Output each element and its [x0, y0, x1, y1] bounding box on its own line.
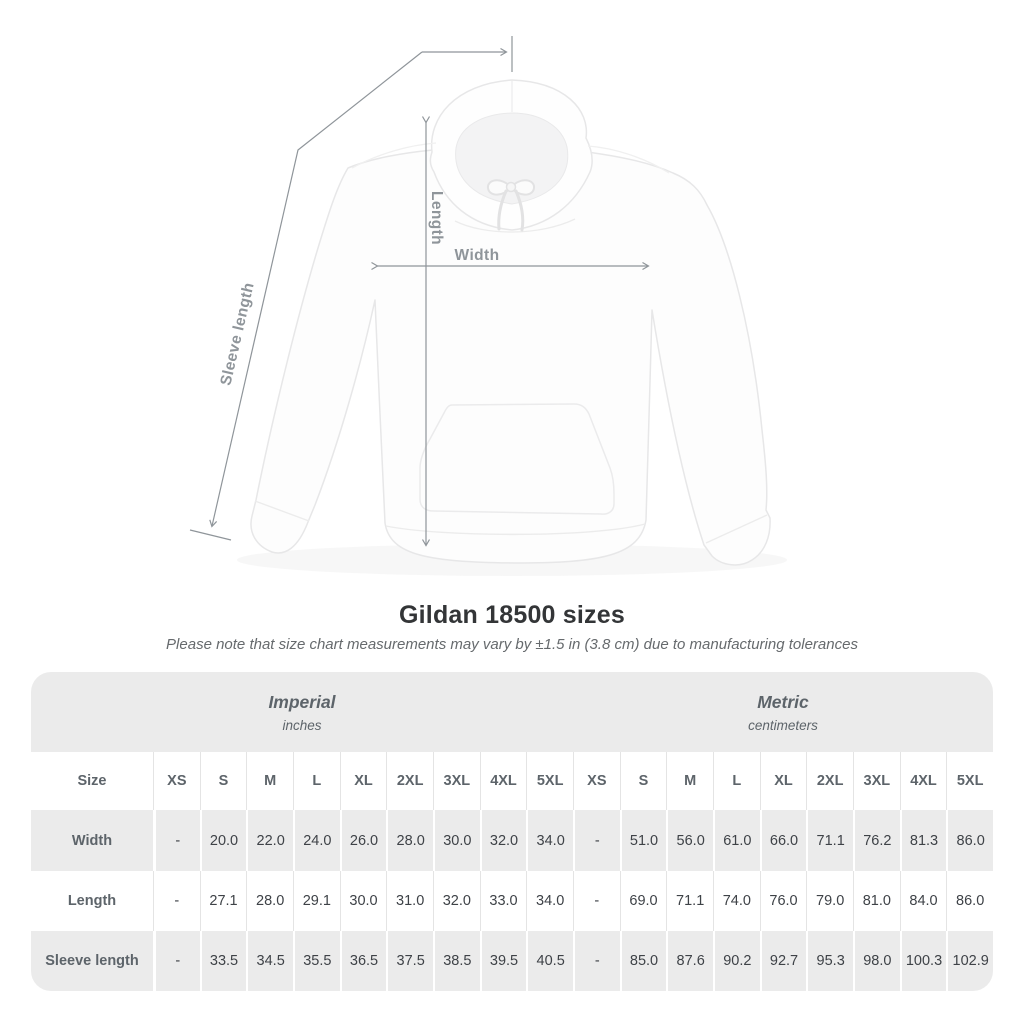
kangaroo-pocket — [420, 404, 614, 514]
col-header-imperial-4xl: 4XL — [480, 752, 527, 810]
cell-length-metric-3xl: 81.0 — [853, 871, 900, 931]
cell-width-imperial-m: 22.0 — [246, 810, 293, 871]
cell-sleeve-imperial-l: 35.5 — [293, 931, 340, 991]
cell-length-metric-2xl: 79.0 — [806, 871, 853, 931]
cell-width-imperial-l: 24.0 — [293, 810, 340, 871]
cell-sleeve-metric-xs: - — [573, 931, 620, 991]
col-header-imperial-xl: XL — [340, 752, 387, 810]
sleeve-end-tick — [190, 530, 231, 540]
metric-band — [573, 672, 993, 752]
col-header-imperial-2xl: 2XL — [386, 752, 433, 810]
cell-sleeve-metric-s: 85.0 — [620, 931, 667, 991]
width-label: Width — [454, 247, 500, 264]
cell-width-metric-5xl: 86.0 — [946, 810, 993, 871]
cell-length-imperial-4xl: 33.0 — [480, 871, 527, 931]
cell-length-metric-m: 71.1 — [666, 871, 713, 931]
metric-band-unit: centimeters — [748, 717, 818, 733]
col-header-imperial-l: L — [293, 752, 340, 810]
cell-width-metric-4xl: 81.3 — [900, 810, 947, 871]
cell-sleeve-metric-l: 90.2 — [713, 931, 760, 991]
cell-length-metric-s: 69.0 — [620, 871, 667, 931]
cell-length-imperial-l: 29.1 — [293, 871, 340, 931]
col-header-metric-5xl: 5XL — [946, 752, 993, 810]
cell-width-metric-m: 56.0 — [666, 810, 713, 871]
cell-length-imperial-2xl: 31.0 — [386, 871, 433, 931]
cell-sleeve-imperial-5xl: 40.5 — [526, 931, 573, 991]
cell-width-imperial-xl: 26.0 — [340, 810, 387, 871]
col-header-metric-xl: XL — [760, 752, 807, 810]
imperial-band-title: Imperial — [268, 691, 336, 712]
cell-length-imperial-xl: 30.0 — [340, 871, 387, 931]
cell-sleeve-metric-3xl: 98.0 — [853, 931, 900, 991]
cell-sleeve-metric-4xl: 100.3 — [900, 931, 947, 991]
size-table — [31, 672, 993, 991]
imperial-band-unit: inches — [282, 717, 322, 733]
cell-width-imperial-5xl: 34.0 — [526, 810, 573, 871]
cell-sleeve-metric-m: 87.6 — [666, 931, 713, 991]
cell-width-metric-xl: 66.0 — [760, 810, 807, 871]
col-header-metric-l: L — [713, 752, 760, 810]
cell-length-imperial-s: 27.1 — [200, 871, 247, 931]
page-title: Gildan 18500 sizes — [399, 601, 625, 629]
cell-length-imperial-m: 28.0 — [246, 871, 293, 931]
cell-width-imperial-4xl: 32.0 — [480, 810, 527, 871]
cell-sleeve-metric-2xl: 95.3 — [806, 931, 853, 991]
cell-width-imperial-xs: - — [153, 810, 200, 871]
cell-length-metric-5xl: 86.0 — [946, 871, 993, 931]
row-label-length: Length — [31, 871, 153, 931]
col-header-imperial-s: S — [200, 752, 247, 810]
col-header-imperial-m: M — [246, 752, 293, 810]
length-label: Length — [428, 190, 445, 246]
cell-width-imperial-3xl: 30.0 — [433, 810, 480, 871]
col-header-metric-m: M — [666, 752, 713, 810]
cell-length-imperial-xs: - — [153, 871, 200, 931]
size-column-header: Size — [31, 752, 153, 810]
cell-length-metric-l: 74.0 — [713, 871, 760, 931]
row-label-width: Width — [31, 810, 153, 871]
cell-length-metric-4xl: 84.0 — [900, 871, 947, 931]
cell-length-metric-xl: 76.0 — [760, 871, 807, 931]
cell-width-imperial-2xl: 28.0 — [386, 810, 433, 871]
col-header-imperial-5xl: 5XL — [526, 752, 573, 810]
row-label-sleeve-length: Sleeve length — [31, 931, 153, 991]
drawstring-knot — [507, 183, 516, 192]
col-header-imperial-3xl: 3XL — [433, 752, 480, 810]
cell-length-imperial-3xl: 32.0 — [433, 871, 480, 931]
cell-sleeve-imperial-4xl: 39.5 — [480, 931, 527, 991]
col-header-metric-s: S — [620, 752, 667, 810]
cell-sleeve-imperial-3xl: 38.5 — [433, 931, 480, 991]
col-header-metric-xs: XS — [573, 752, 620, 810]
cell-length-imperial-5xl: 34.0 — [526, 871, 573, 931]
tolerance-note: Please note that size chart measurements may vary by ±1.5 in (3.8 cm) due to manufacturing tolerances — [166, 636, 858, 653]
cell-sleeve-metric-xl: 92.7 — [760, 931, 807, 991]
col-header-metric-4xl: 4XL — [900, 752, 947, 810]
metric-band-title: Metric — [757, 691, 809, 712]
cell-sleeve-imperial-2xl: 37.5 — [386, 931, 433, 991]
cell-sleeve-imperial-xs: - — [153, 931, 200, 991]
cell-length-metric-xs: - — [573, 871, 620, 931]
col-header-metric-2xl: 2XL — [806, 752, 853, 810]
cell-sleeve-metric-5xl: 102.9 — [946, 931, 993, 991]
cell-sleeve-imperial-s: 33.5 — [200, 931, 247, 991]
cell-sleeve-imperial-xl: 36.5 — [340, 931, 387, 991]
cell-width-metric-2xl: 71.1 — [806, 810, 853, 871]
col-header-metric-3xl: 3XL — [853, 752, 900, 810]
imperial-band — [31, 672, 573, 752]
cell-width-metric-l: 61.0 — [713, 810, 760, 871]
cell-width-metric-s: 51.0 — [620, 810, 667, 871]
cell-width-metric-3xl: 76.2 — [853, 810, 900, 871]
sleeve-length-label: Sleeve length — [217, 280, 258, 388]
cell-sleeve-imperial-m: 34.5 — [246, 931, 293, 991]
cell-width-imperial-s: 20.0 — [200, 810, 247, 871]
cell-width-metric-xs: - — [573, 810, 620, 871]
col-header-imperial-xs: XS — [153, 752, 200, 810]
